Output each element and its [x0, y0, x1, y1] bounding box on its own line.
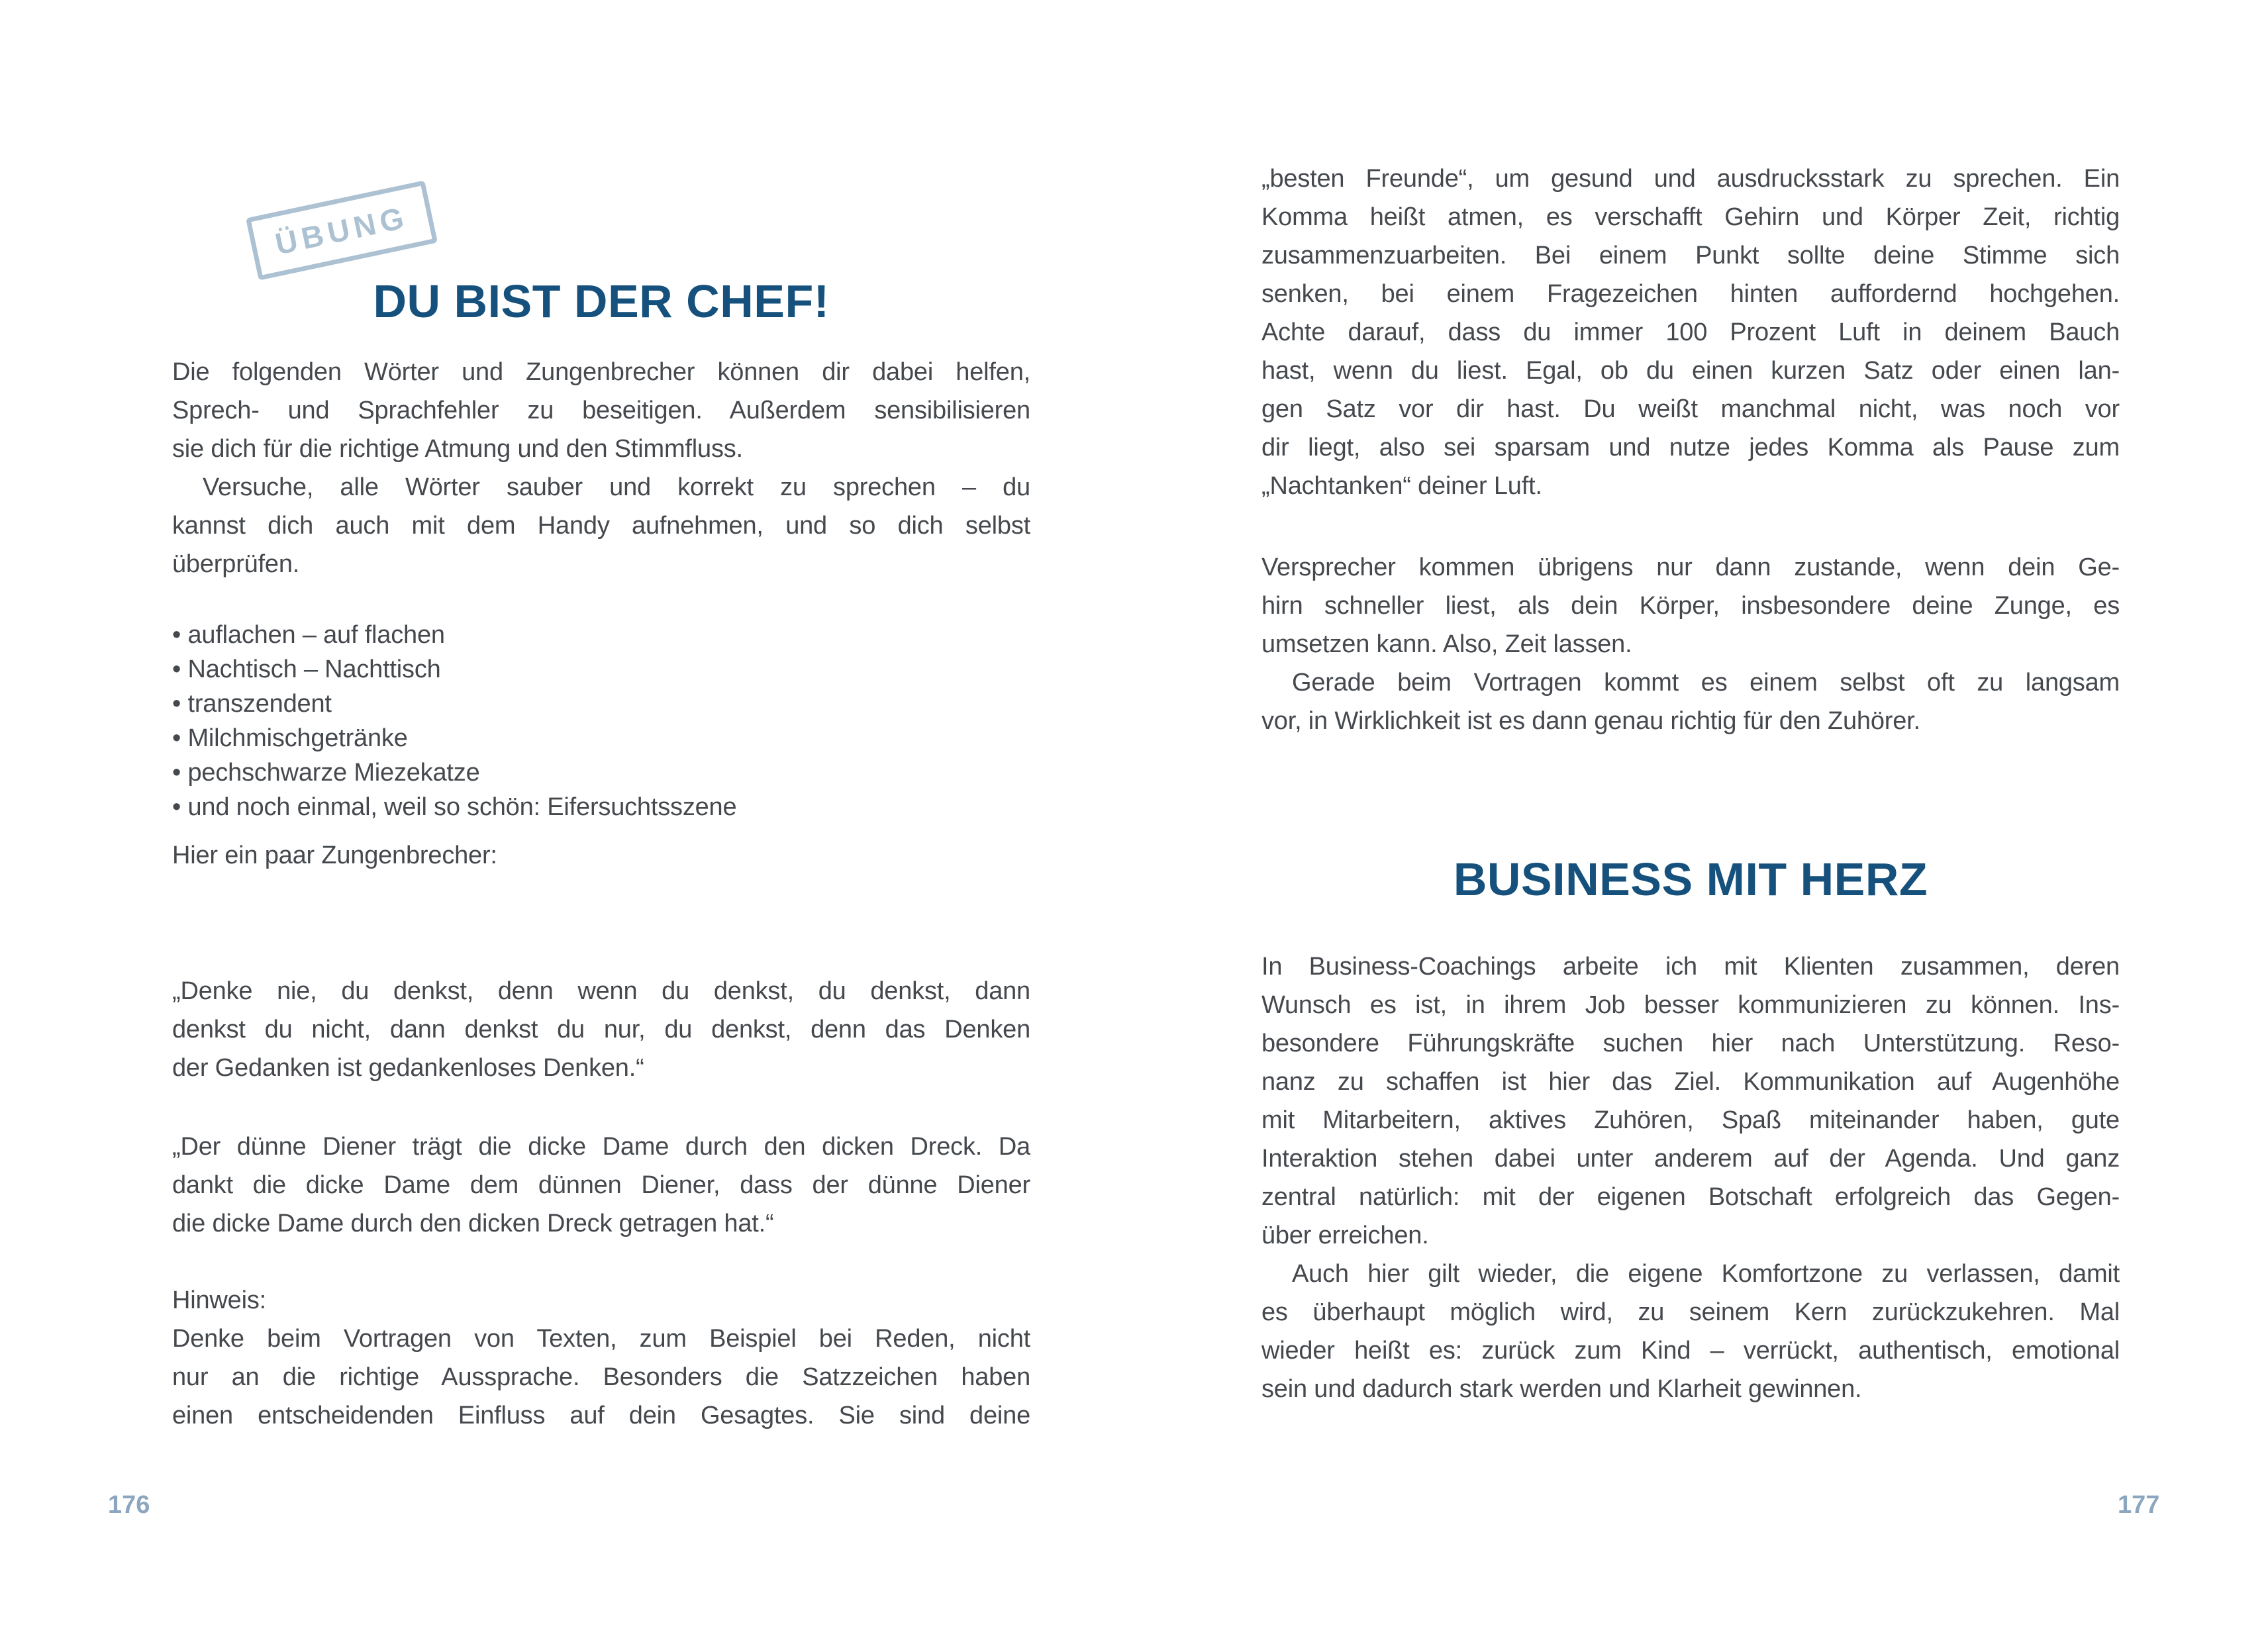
uebung-stamp — [246, 180, 438, 280]
text-line: „Denke nie, du denkst, denn wenn du denkst, du denkst, dann — [172, 977, 1030, 1005]
text-line: • auflachen – auf flachen — [172, 621, 445, 649]
text-line: Interaktion stehen dabei unter anderem auf der Agenda. Und ganz — [1261, 1145, 2120, 1173]
text-line: besondere Führungskräfte suchen hier nach Unterstützung. Reso- — [1261, 1030, 2120, 1057]
text-line: Denke beim Vortragen von Texten, zum Beispiel bei Reden, nicht — [172, 1325, 1030, 1353]
text-line: über erreichen. — [1261, 1222, 1429, 1249]
tongue-twister-2 — [172, 1128, 1030, 1243]
text-line: Wunsch es ist, in ihrem Job besser kommunizieren zu können. Ins- — [1261, 991, 2120, 1019]
uebung-stamp-label: ÜBUNG — [271, 199, 412, 262]
text-line: dankt die dicke Dame dem dünnen Diener, dass der dünne Diener — [172, 1171, 1030, 1199]
page-title-left: DU BIST DER CHEF! — [373, 275, 830, 327]
text-line: es überhaupt möglich wird, zu seinem Kern zurückzukehren. Mal — [1261, 1298, 2120, 1326]
text-line: einen entscheidenden Einfluss auf dein Gesagtes. Sie sind deine — [172, 1402, 1030, 1429]
text-line: Komma heißt atmen, es verschafft Gehirn und Körper Zeit, richtig — [1261, 203, 2120, 231]
text-line: hast, wenn du liest. Egal, ob du einen kurzen Satz oder einen lan- — [1261, 357, 2120, 385]
text-line: Auch hier gilt wieder, die eigene Komfortzone zu verlassen, damit — [1292, 1260, 2120, 1288]
text-line: In Business-Coachings arbeite ich mit Klienten zusammen, deren — [1261, 953, 2120, 981]
text-line: nur an die richtige Aussprache. Besonders die Satzzeichen haben — [172, 1363, 1030, 1391]
text-line: • transzendent — [172, 690, 332, 718]
text-line: hirn schneller liest, als dein Körper, insbesondere deine Zunge, es — [1261, 592, 2120, 620]
slips-paragraph — [1261, 548, 2120, 740]
text-line: dir liegt, also sei sparsam und nutze jedes Komma als Pause zum — [1261, 434, 2120, 461]
text-line: Hinweis: — [172, 1286, 266, 1314]
text-line: Gerade beim Vortragen kommt es einem selbst oft zu langsam — [1292, 669, 2120, 697]
text-line: umsetzen kann. Also, Zeit lassen. — [1261, 630, 1632, 658]
page-left — [172, 0, 1030, 1642]
text-line: Sprech- und Sprachfehler zu beseitigen. Außerdem sensibilisieren — [172, 397, 1030, 424]
text-line: vor, in Wirklichkeit ist es dann genau richtig für den Zuhörer. — [1261, 707, 1920, 735]
text-line: kannst dich auch mit dem Handy aufnehmen, und so dich selbst — [172, 512, 1030, 540]
text-line: • pechschwarze Miezekatze — [172, 759, 480, 787]
text-line: die dicke Dame durch den dicken Dreck getragen hat.“ — [172, 1210, 774, 1237]
text-line: gen Satz vor dir hast. Du weißt manchmal nicht, was noch vor — [1261, 395, 2120, 423]
intro-paragraph — [172, 353, 1030, 583]
page-title-right: BUSINESS MIT HERZ — [1453, 853, 1928, 905]
text-line: überprüfen. — [172, 550, 300, 578]
tongue-twister-lead — [172, 836, 1030, 875]
text-line: Achte darauf, dass du immer 100 Prozent Luft in deinem Bauch — [1261, 318, 2120, 346]
page-right — [1261, 0, 2120, 1642]
text-line: wieder heißt es: zurück zum Kind – verrückt, authentisch, emotional — [1261, 1337, 2120, 1365]
note-paragraph — [172, 1281, 1030, 1435]
tongue-twister-1 — [172, 972, 1030, 1087]
text-line: Versprecher kommen übrigens nur dann zustande, wenn dein Ge- — [1261, 554, 2120, 581]
text-line: • Nachtisch – Nachttisch — [172, 655, 441, 683]
text-line: mit Mitarbeitern, aktives Zuhören, Spaß miteinander haben, gute — [1261, 1106, 2120, 1134]
text-line: „Nachtanken“ deiner Luft. — [1261, 472, 1542, 500]
text-line: zusammenzuarbeiten. Bei einem Punkt sollte deine Stimme sich — [1261, 242, 2120, 269]
continuation-paragraph — [1261, 160, 2120, 505]
business-paragraph — [1261, 947, 2120, 1408]
text-line: zentral natürlich: mit der eigenen Botschaft erfolgreich das Gegen- — [1261, 1183, 2120, 1211]
text-line: „besten Freunde“, um gesund und ausdrucksstark zu sprechen. Ein — [1261, 165, 2120, 193]
text-line: sein und dadurch stark werden und Klarheit gewinnen. — [1261, 1375, 1862, 1403]
text-line: Hier ein paar Zungenbrecher: — [172, 842, 497, 869]
text-line: sie dich für die richtige Atmung und den Stimmfluss. — [172, 435, 743, 463]
text-line: denkst du nicht, dann denkst du nur, du denkst, denn das Denken — [172, 1016, 1030, 1043]
text-line: der Gedanken ist gedankenloses Denken.“ — [172, 1054, 644, 1082]
page-number-right: 177 — [2118, 1491, 2160, 1519]
text-line: „Der dünne Diener trägt die dicke Dame durch den dicken Dreck. Da — [172, 1133, 1030, 1161]
word-list — [172, 618, 1030, 824]
text-line: senken, bei einem Fragezeichen hinten auffordernd hochgehen. — [1261, 280, 2120, 308]
text-line: nanz zu schaffen ist hier das Ziel. Kommunikation auf Augenhöhe — [1261, 1068, 2120, 1096]
page-number-left: 176 — [108, 1491, 150, 1519]
text-line: • und noch einmal, weil so schön: Eifersuchtsszene — [172, 793, 737, 821]
text-line: • Milchmischgetränke — [172, 724, 408, 752]
text-line: Die folgenden Wörter und Zungenbrecher können dir dabei helfen, — [172, 358, 1030, 386]
text-line: Versuche, alle Wörter sauber und korrekt zu sprechen – du — [203, 473, 1030, 501]
